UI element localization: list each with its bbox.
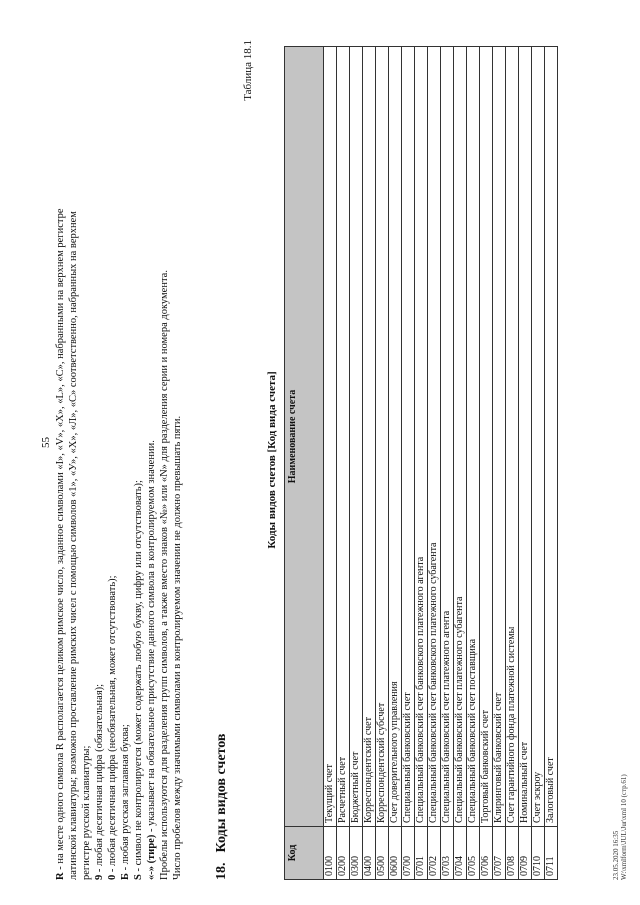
- table-row: [493, 47, 506, 880]
- table-row: [402, 47, 415, 880]
- row-code: 0707: [493, 827, 506, 880]
- row-code: 0300: [350, 827, 363, 880]
- row-code: 0600: [389, 827, 402, 880]
- intro-text: Число пробелов между значимыми символами в контролируемом значении не должно превышать пяти.: [172, 415, 183, 880]
- intro-text: Пробелы используются для разделения групп символов, а также вместо знаков «№» или «N» для разделения серии и номера документа.: [159, 270, 170, 880]
- table-row: [376, 47, 389, 880]
- section-number: 18.: [214, 862, 229, 880]
- table-row: [480, 47, 493, 880]
- row-code: 0702: [428, 827, 441, 880]
- section-heading: [214, 734, 230, 880]
- table-row: [532, 47, 545, 880]
- rotated-page-content: [40, 40, 630, 880]
- intro-text: - любая десятичная цифра (необязательная, может отсутствовать);: [107, 575, 118, 875]
- row-name: Специальный банковский счет банковского платежного субагента: [428, 47, 441, 827]
- intro-line: [106, 50, 119, 880]
- row-name: Счет гарантийного фонда платежной системы: [506, 47, 519, 827]
- row-code: 0708: [506, 827, 519, 880]
- intro-text: - на месте одного символа R располагается целиком римское число, заданное символами «I», «V», «X», «L», «C», набранными на верхнем регистре: [55, 208, 66, 873]
- intro-line: [145, 50, 158, 880]
- row-name: Текущий счет: [324, 47, 337, 827]
- section-title: Коды видов счетов: [214, 733, 229, 853]
- intro-line: [67, 50, 80, 880]
- row-name: Корреспондентский счет: [363, 47, 376, 827]
- table-row: [337, 47, 350, 880]
- row-name: Специальный банковский счет платежного субагента: [454, 47, 467, 827]
- table-row: [545, 47, 558, 880]
- row-name: Клиринговый банковский счет: [493, 47, 506, 827]
- intro-symbol: R: [55, 872, 66, 880]
- row-name: Номинальный счет: [519, 47, 532, 827]
- row-name: Бюджетный счет: [350, 47, 363, 827]
- table-row: [506, 47, 519, 880]
- intro-line: [93, 50, 106, 880]
- intro-line: [119, 50, 132, 880]
- row-name: Специальный банковский счет банковского платежного агента: [415, 47, 428, 827]
- table-row: [441, 47, 454, 880]
- row-name: Корреспондентский субсчет: [376, 47, 389, 827]
- column-header-name: Наименование счета: [285, 47, 324, 827]
- table-row: [467, 47, 480, 880]
- footer-date: 23.05.2020 16:35: [612, 830, 620, 880]
- row-code: 0500: [376, 827, 389, 880]
- row-code: 0705: [467, 827, 480, 880]
- intro-line: [158, 50, 171, 880]
- table-row: [324, 47, 337, 880]
- row-code: 0704: [454, 827, 467, 880]
- row-code: 0400: [363, 827, 376, 880]
- intro-line: [171, 50, 184, 880]
- footer-path: W:\xmlform\JUL\Jur\xml 10 (стр.61): [620, 774, 628, 880]
- row-name: Расчетный счет: [337, 47, 350, 827]
- intro-text: - указывает на обязательное присутствие данного символа в контролируемом значении.: [146, 440, 157, 835]
- row-code: 0703: [441, 827, 454, 880]
- table-row: [350, 47, 363, 880]
- table-row: [454, 47, 467, 880]
- row-name: Счет эскроу: [532, 47, 545, 827]
- intro-symbol: Б: [120, 873, 131, 880]
- table-row: [389, 47, 402, 880]
- intro-line: [54, 50, 67, 880]
- column-header-code: Код: [285, 827, 324, 880]
- intro-symbol: S: [133, 874, 144, 880]
- account-codes-table: [284, 46, 558, 880]
- row-code: 0701: [415, 827, 428, 880]
- row-code: 0709: [519, 827, 532, 880]
- row-name: Специальный банковский счет поставщика: [467, 47, 480, 827]
- intro-text: регистре русской клавиатуры;: [81, 745, 92, 880]
- intro-text: [54, 50, 184, 880]
- table-number: Таблица 18.1: [242, 40, 254, 101]
- table-caption: Коды видов счетов [Код вида счета]: [266, 371, 278, 549]
- row-code: 0706: [480, 827, 493, 880]
- row-code: 0100: [324, 827, 337, 880]
- intro-symbol: 9: [94, 874, 105, 880]
- table-row: [415, 47, 428, 880]
- intro-symbol: «-» (тире): [146, 834, 157, 880]
- intro-text: - любая десятичная цифра (обязательная);: [94, 683, 105, 875]
- table-header-row: [285, 47, 324, 880]
- row-name: Специальный банковский счет платежного агента: [441, 47, 454, 827]
- row-code: 0700: [402, 827, 415, 880]
- page-number: 55: [40, 437, 52, 448]
- row-code: 0710: [532, 827, 545, 880]
- intro-line: [80, 50, 93, 880]
- row-code: 0711: [545, 827, 558, 880]
- row-name: Счет доверительного управления: [389, 47, 402, 827]
- table-row: [428, 47, 441, 880]
- row-code: 0200: [337, 827, 350, 880]
- row-name: Специальный банковский счет: [402, 47, 415, 827]
- row-name: Торговый банковский счет: [480, 47, 493, 827]
- print-footer: [612, 774, 628, 880]
- intro-text: латинской клавиатуры; возможно проставление римских чисел с помощью символов «1», «У», «Х», «Л», «С» соответственно, набранных на верхнем: [68, 211, 79, 880]
- intro-symbol: 0: [107, 874, 118, 880]
- table-row: [363, 47, 376, 880]
- intro-text: - любая русская заглавная буква;: [120, 724, 131, 874]
- table-row: [519, 47, 532, 880]
- intro-text: - символ не контролируется (может содержать любую букву, цифру или отсутствовать);: [133, 480, 144, 875]
- row-name: Залоговый счет: [545, 47, 558, 827]
- intro-line: [132, 50, 145, 880]
